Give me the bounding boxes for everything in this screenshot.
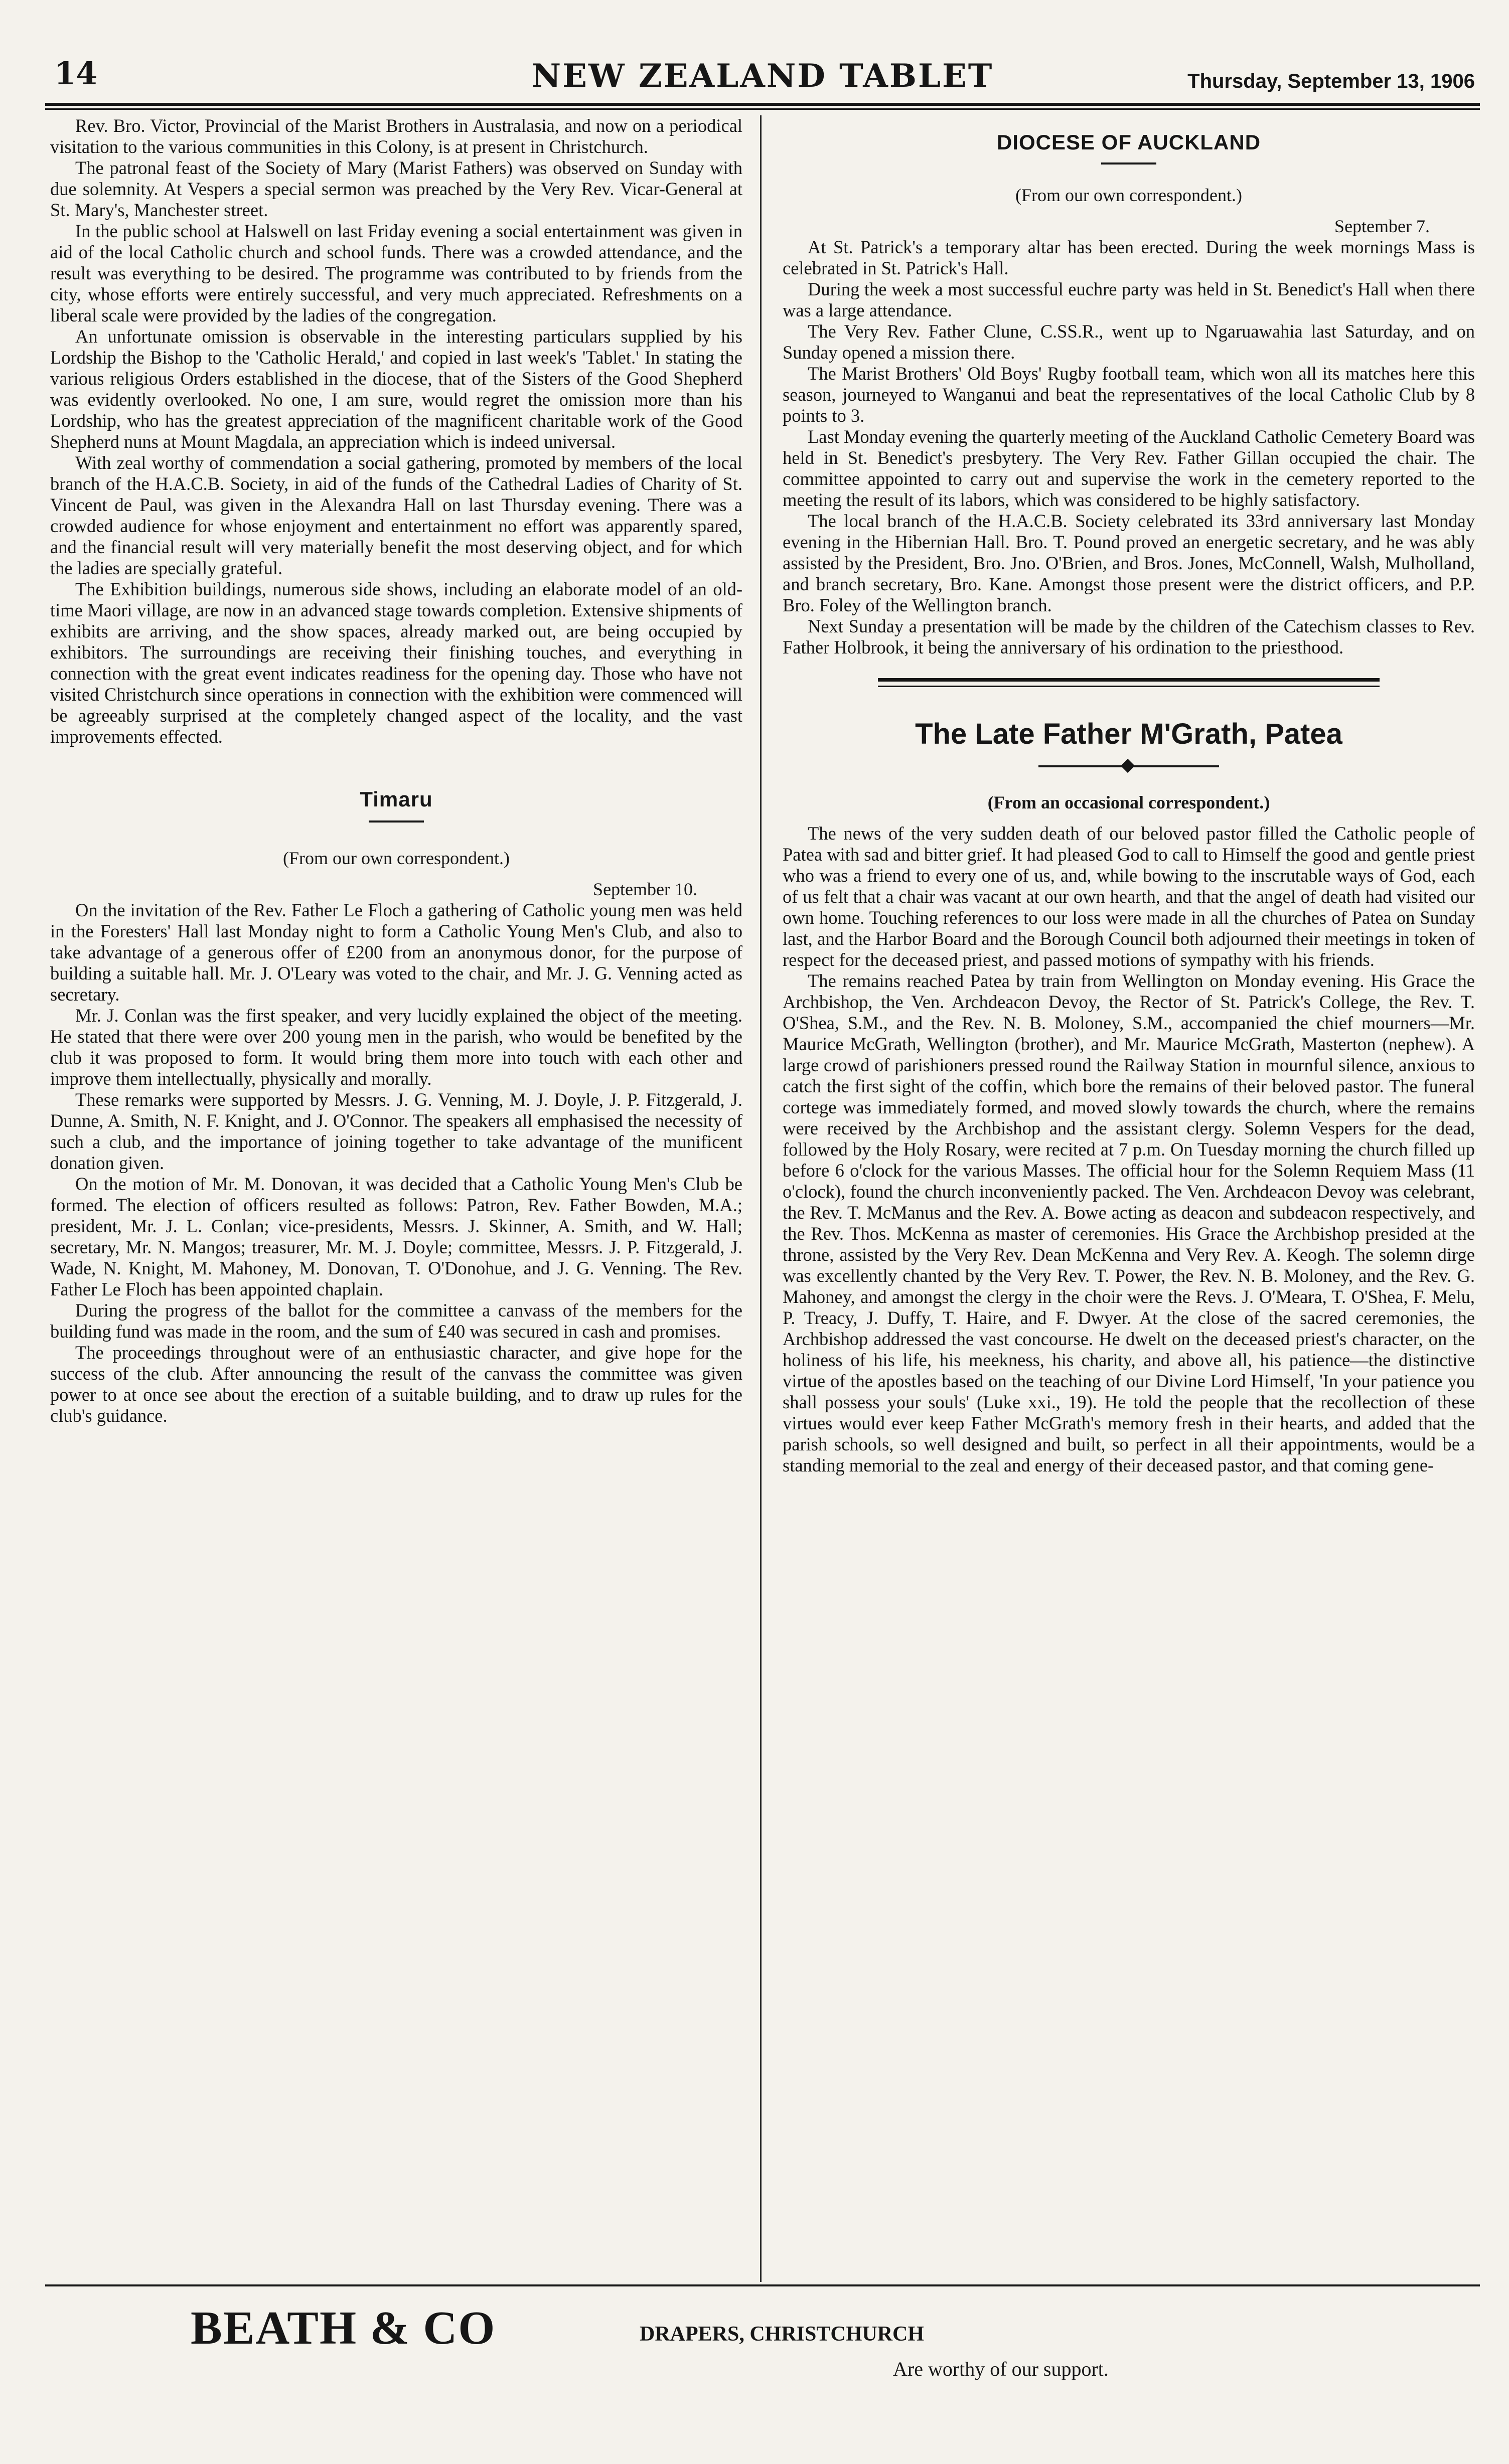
right-column [783, 115, 1475, 1476]
article-paragraph: With zeal worthy of commendation a social gathering, promoted by members of the local branch of the H.A.C.B. Society, in aid of the funds of the Cathedral Ladies of Charity of St. Vincent de Paul, was given in the Alexandra Hall on last Thursday evening. There was a crowded audience for whose enjoyment and entertainment no effort was apparently spared, and the financial result will very materially benefit the most deserving object, and for which the ladies are specially grateful. [50, 452, 742, 578]
masthead-rule [45, 103, 1480, 106]
diamond-ornament-rule [1038, 761, 1219, 772]
article-paragraph: The Very Rev. Father Clune, C.SS.R., went up to Ngaruawahia last Saturday, and on Sunday opened a mission there. [783, 321, 1475, 363]
diamond-icon [1121, 759, 1135, 773]
issue-date: Thursday, September 13, 1906 [1187, 70, 1475, 92]
article-paragraph: During the progress of the ballot for the committee a canvass of the members for the building fund was made in the room, and the sum of £40 was secured in cash and promises. [50, 1300, 742, 1342]
timaru-dateline: September 10. [593, 879, 697, 899]
left-column [50, 115, 742, 1426]
article-paragraph: Last Monday evening the quarterly meeting of the Auckland Catholic Cemetery Board was held in St. Benedict's presbytery. The Very Rev. Father Gillan occupied the chair. The committee appointed to carry out and supervise the work in the cemetery reported to the meeting the result of its labors, which was considered to be highly satisfactory. [783, 426, 1475, 510]
timaru-heading: Timaru [360, 787, 433, 811]
article-paragraph: The Marist Brothers' Old Boys' Rugby football team, which won all its matches here this season, journeyed to Wanganui and beat the representatives of the local Catholic Club by 8 points to 3. [783, 363, 1475, 426]
advert-support-line: Are worthy of our support. [893, 2358, 1109, 2380]
article-paragraph: The proceedings throughout were of an enthusiastic character, and give hope for the success of the club. After announcing the result of the canvass the committee was given power to at once see about the erection of a suitable building, and to draw up rules for the club's guidance. [50, 1342, 742, 1426]
masthead [45, 55, 1480, 110]
article-paragraph: An unfortunate omission is observable in the interesting particulars supplied by his Lordship the Bishop to the 'Catholic Herald,' and copied in last week's 'Tablet.' In stating the various religious Orders established in the diocese, that of the Sisters of the Good Shepherd was evidently overlooked. No one, I am sure, would regret the omission more than his Lordship, who has the greatest appreciation of the magnificent charitable work of the Good Shepherd nuns at Mount Magdala, an appreciation which is indeed universal. [50, 326, 742, 452]
footer-rule [45, 2284, 1480, 2286]
article-paragraph: At St. Patrick's a temporary altar has been erected. During the week mornings Mass is celebrated in St. Patrick's Hall. [783, 237, 1475, 278]
masthead-rule-thin [45, 108, 1480, 110]
column-divider [760, 115, 762, 2282]
article-paragraph: The local branch of the H.A.C.B. Society celebrated its 33rd anniversary last Monday evening in the Hibernian Hall. Bro. T. Pound proved an energetic secretary, and he was ably assisted by the President, Bro. Jno. O'Brien, and Bros. Jones, McConnell, Walsh, Mulholland, and branch secretary, Bro. Kane. Amongst those present were the district officers, and P.P. Bro. Foley of the Wellington branch. [783, 511, 1475, 615]
page-number: 14 [54, 55, 98, 92]
advertisement-footer [45, 2292, 1480, 2392]
article-paragraph: Mr. J. Conlan was the first speaker, and very lucidly explained the object of the meeting. He stated that there were over 200 young men in the parish, who would be benefited by the club it was proposed to form. It would bring them more into touch with each other and improve them intellectually, physically and morally. [50, 1005, 742, 1089]
article-paragraph: In the public school at Halswell on last Friday evening a social entertainment was given in aid of the local Catholic church and school funds. There was a crowded attendance, and the result was everything to be desired. The programme was contributed to by friends from the city, whose efforts were entirely successful, and very much appreciated. Refreshments on a liberal scale were provided by the ladies of the congregation. [50, 221, 742, 325]
article-paragraph: On the motion of Mr. M. Donovan, it was decided that a Catholic Young Men's Club be formed. The election of officers resulted as follows: Patron, Rev. Father Bowden, M.A.; president, Mr. J. L. Conlan; vice-presidents, Messrs. J. Skinner, A. Smith, and W. Hall; secretary, Mr. N. Mangos; treasurer, Mr. M. J. Doyle; committee, Messrs. J. P. Fitzgerald, J. Wade, N. Knight, M. Mahoney, M. Donovan, T. O'Donohue, and J. G. Venning. The Rev. Father Le Floch has been appointed chaplain. [50, 1174, 742, 1299]
article-paragraph: These remarks were supported by Messrs. J. G. Venning, M. J. Doyle, J. P. Fitzgerald, J. Dunne, A. Smith, N. F. Knight, and J. O'Connor. The speakers all emphasised the necessity of such a club, and the importance of joining together to take advantage of the munificent donation given. [50, 1089, 742, 1173]
section-separator-thick [878, 678, 1380, 682]
article-paragraph: The news of the very sudden death of our beloved pastor filled the Catholic people of Patea with sad and bitter grief. It had pleased God to call to Himself the good and gentle priest who was a friend to every one of us, and, while bowing to the inscrutable ways of God, each of us felt that a chair was vacant at our own hearth, and that the angel of death had visited our own home. Touching references to our loss were made in all the churches of Patea on Sunday last, and the Harbor Board and the Borough Council both adjourned their meetings in token of respect for the deceased priest, and passed motions of sympathy with his friends. [783, 823, 1475, 970]
auckland-byline: (From our own correspondent.) [1015, 185, 1242, 205]
article-paragraph: Next Sunday a presentation will be made by the children of the Catechism classes to Rev. Father Holbrook, it being the anniversary of his ordination to the priesthood. [783, 616, 1475, 658]
publication-title: NEW ZEALAND TABLET [531, 57, 994, 95]
mgrath-heading: The Late Father M'Grath, Patea [915, 718, 1342, 750]
article-paragraph: The remains reached Patea by train from Wellington on Monday evening. His Grace the Archbishop, the Ven. Archdeacon Devoy, the Rector of St. Patrick's College, the Rev. T. O'Shea, S.M., and the Rev. N. B. Moloney, S.M., accompanied the chief mourners—Mr. Maurice McGrath, Wellington (brother), and Mr. Maurice McGrath, Masterton (nephew). A large crowd of parishioners pressed round the Railway Station in mournful silence, anxious to catch the first sight of the coffin, which bore the remains of their beloved pastor. The funeral cortege was immediately formed, and moved slowly towards the church, where the remains were received by the Archbishop and the assistant clergy. Solemn Vespers for the dead, followed by the Holy Rosary, were recited at 7 p.m. On Tuesday morning the church filled up before 6 o'clock for the various Masses. The official hour for the Solemn Requiem Mass (11 o'clock), found the church inconveniently packed. The Ven. Archdeacon Devoy was celebrant, the Rev. T. McManus and the Rev. A. Bowe acting as deacon and subdeacon respectively, and the Rev. Thos. McKenna as master of ceremonies. His Grace the Archbishop presided at the throne, assisted by the Very Rev. Dean McKenna and Very Rev. A. Keogh. The solemn dirge was excellently chanted by the Very Rev. T. Power, the Rev. N. B. Moloney, and the Rev. G. Mahoney, and amongst the clergy in the choir were the Revs. J. O'Meara, T. O'Shea, F. Melu, P. Treacy, J. Duffy, T. Haire, and F. Dwyer. At the close of the sacred ceremonies, the Archbishop addressed the vast concourse. He dwelt on the deceased priest's character, on the holiness of his life, his meekness, his charity, and above all, his patience—the distinctive virtue of the apostles based on the teaching of our Divine Lord Himself, 'In your patience you shall possess your souls' (Luke xxi., 19). He told the people that the recollection of these virtues would ever keep Father McGrath's memory fresh in their hearts, and added that the parish schools, so well designed and built, so perfect in all their appointments, would be a standing memorial to the zeal and energy of their deceased pastor, and that coming gene- [783, 970, 1475, 1475]
advert-tagline: DRAPERS, CHRISTCHURCH [640, 2323, 925, 2346]
article-paragraph: During the week a most successful euchre party was held in St. Benedict's Hall when there was a large attendance. [783, 279, 1475, 320]
auckland-heading: DIOCESE OF AUCKLAND [996, 130, 1261, 154]
article-paragraph: The Exhibition buildings, numerous side shows, including an elaborate model of an old-time Maori village, are now in an advanced stage towards completion. Extensive shipments of exhibits are arriving, and the show spaces, already marked out, are being occupied by exhibitors. The surroundings are receiving their finishing touches, and everything in connection with the great event indicates readiness for the opening day. Those who have not visited Christchurch since operations in connection with the exhibition were commenced will be agreeably surprised at the completely changed aspect of the locality, and the vast improvements effected. [50, 579, 742, 747]
article-paragraph: Rev. Bro. Victor, Provincial of the Marist Brothers in Australasia, and now on a periodical visitation to the various communities in this Colony, is at present in Christchurch. [50, 115, 742, 157]
timaru-byline: (From our own correspondent.) [283, 848, 510, 868]
advert-brand: BEATH & CO [191, 2302, 496, 2354]
article-paragraph: On the invitation of the Rev. Father Le Floch a gathering of Catholic young men was held in the Foresters' Hall last Monday night to form a Catholic Young Men's Club, and also to take advantage of a generous offer of £200 from an anonymous donor, for the purpose of building a suitable hall. Mr. J. O'Leary was voted to the chair, and Mr. J. G. Venning acted as secretary. [50, 900, 742, 1005]
auckland-dateline: September 7. [1334, 216, 1430, 236]
mgrath-byline: (From an occasional correspondent.) [987, 792, 1270, 812]
article-paragraph: The patronal feast of the Society of Mary (Marist Fathers) was observed on Sunday with due solemnity. At Vespers a special sermon was preached by the Very Rev. Vicar-General at St. Mary's, Manchester street. [50, 157, 742, 220]
